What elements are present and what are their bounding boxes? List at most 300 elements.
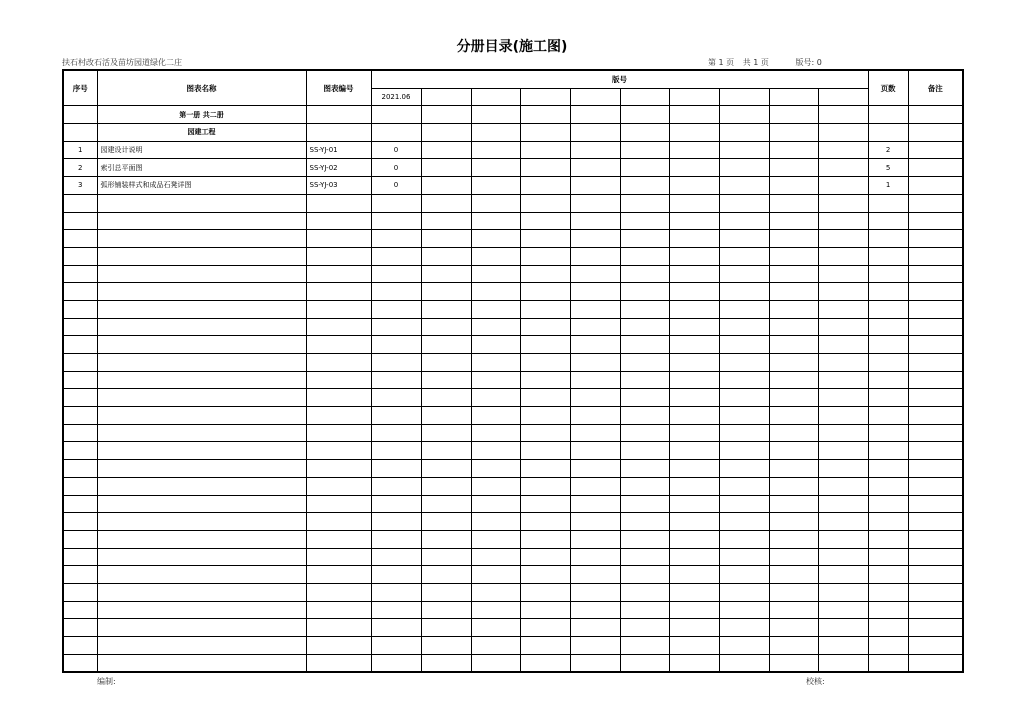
version-cell [570,619,620,637]
version-cell [371,477,421,495]
version-cell [620,318,669,336]
version-cell [818,424,868,442]
version-cell [620,194,669,212]
version-cell [570,371,620,389]
version-cell [421,548,471,566]
cell-remarks [908,106,963,124]
version-cell [620,265,669,283]
version-cell [669,654,719,672]
version-cell [471,106,520,124]
version-cell [520,389,570,407]
version-cell [620,336,669,354]
cell-name [97,495,306,513]
version-cell [620,247,669,265]
cell-code [306,513,371,531]
version-cell [520,442,570,460]
cell-code: SS-YJ-01 [306,141,371,159]
cell-code [306,442,371,460]
page-info [708,57,828,68]
version-cell [520,141,570,159]
cell-pages: 1 [868,177,908,195]
version-cell [520,654,570,672]
cell-remarks [908,336,963,354]
version-cell [769,247,818,265]
version-cell [471,442,520,460]
version-cell [570,354,620,372]
version-cell [421,424,471,442]
cell-name [97,265,306,283]
cell-pages [868,583,908,601]
cell-name [97,336,306,354]
version-cell [669,106,719,124]
empty-row [63,318,963,336]
version-cell [769,495,818,513]
version-cell [471,389,520,407]
version-cell [570,336,620,354]
version-cell [818,495,868,513]
version-cell [371,442,421,460]
version-cell [719,124,769,142]
version-cell [669,442,719,460]
version-cell [371,124,421,142]
version-cell [421,354,471,372]
cell-name [97,566,306,584]
version-cell [421,442,471,460]
version-cell [520,177,570,195]
version-cell [520,88,570,106]
version-cell [719,460,769,478]
version-cell [620,212,669,230]
empty-row [63,389,963,407]
version-cell [520,495,570,513]
version-cell [818,530,868,548]
cell-pages [868,442,908,460]
version-cell [421,318,471,336]
cell-name [97,583,306,601]
version-cell [719,477,769,495]
version-cell [769,141,818,159]
version-cell [719,442,769,460]
cell-remarks [908,318,963,336]
version-cell [669,601,719,619]
version-cell [421,124,471,142]
version-cell [520,583,570,601]
version-cell [719,336,769,354]
cell-no [63,212,97,230]
version-cell [570,300,620,318]
version-cell [471,265,520,283]
version-cell [421,407,471,425]
version-cell [371,371,421,389]
cell-no [63,424,97,442]
cell-code [306,424,371,442]
cell-no [63,637,97,655]
version-cell [520,212,570,230]
version-cell [570,124,620,142]
version-cell [421,141,471,159]
version-cell [371,495,421,513]
cell-no [63,300,97,318]
empty-row [63,300,963,318]
cell-remarks [908,566,963,584]
version-cell [421,159,471,177]
cell-name [97,247,306,265]
version-cell [371,106,421,124]
cell-no [63,460,97,478]
version-cell [769,124,818,142]
cell-no [63,548,97,566]
version-cell [769,230,818,248]
version-cell [620,106,669,124]
cell-pages [868,106,908,124]
cell-pages [868,619,908,637]
version-cell [421,336,471,354]
version-cell [471,194,520,212]
version-cell [620,124,669,142]
cell-remarks [908,637,963,655]
version-cell [769,371,818,389]
cell-remarks [908,177,963,195]
cell-pages [868,300,908,318]
version-cell [471,212,520,230]
version-cell [421,513,471,531]
version-cell [371,548,421,566]
version-cell [769,424,818,442]
cell-name [97,389,306,407]
version-cell [719,247,769,265]
section-title: 园建工程 [97,124,306,142]
cell-no: 1 [63,141,97,159]
cell-name [97,654,306,672]
version-cell [620,88,669,106]
version-cell [520,477,570,495]
empty-row [63,583,963,601]
cell-pages [868,460,908,478]
version-cell [769,513,818,531]
version-cell [669,530,719,548]
version-cell [769,300,818,318]
version-cell [769,283,818,301]
cell-code [306,460,371,478]
version-cell [769,530,818,548]
version-cell [570,583,620,601]
version-cell [520,265,570,283]
cell-no [63,336,97,354]
cell-no [63,194,97,212]
version-cell [620,513,669,531]
version-cell [769,318,818,336]
version-cell [669,230,719,248]
version-cell [471,495,520,513]
version-cell [620,354,669,372]
version-cell [570,566,620,584]
page-number: 第 1 页 [708,58,735,67]
cell-remarks [908,159,963,177]
cell-pages: 5 [868,159,908,177]
version-cell [620,230,669,248]
cell-name [97,477,306,495]
cell-code [306,300,371,318]
version-cell [570,460,620,478]
cell-code [306,495,371,513]
version-cell [620,407,669,425]
cell-no: 3 [63,177,97,195]
version-cell [818,159,868,177]
version-cell [719,654,769,672]
version-cell [570,407,620,425]
version-cell [371,194,421,212]
empty-row [63,247,963,265]
version-cell [769,354,818,372]
version-cell [719,637,769,655]
cell-code [306,265,371,283]
cell-remarks [908,300,963,318]
empty-row [63,212,963,230]
cell-no [63,106,97,124]
version-cell [570,212,620,230]
cell-name [97,601,306,619]
version-cell [421,247,471,265]
version-cell [669,283,719,301]
version-cell [471,566,520,584]
cell-no [63,265,97,283]
version-cell [371,318,421,336]
cell-remarks [908,477,963,495]
version-cell [769,106,818,124]
cell-pages [868,371,908,389]
version-cell [421,283,471,301]
empty-row [63,442,963,460]
version-cell [719,141,769,159]
version-cell [719,212,769,230]
version-cell [818,194,868,212]
version-cell [669,318,719,336]
cell-pages [868,283,908,301]
cell-version: 0 [371,177,421,195]
version-cell [371,300,421,318]
cell-remarks [908,141,963,159]
version-cell [769,460,818,478]
version-cell [669,566,719,584]
table-row [63,141,963,159]
cell-code [306,566,371,584]
version-cell [520,407,570,425]
cell-pages [868,495,908,513]
version-cell [669,88,719,106]
version-cell [471,460,520,478]
version-cell [421,583,471,601]
version-cell [719,159,769,177]
cell-name [97,212,306,230]
version-cell [520,230,570,248]
version-cell [421,460,471,478]
version-cell [818,548,868,566]
cell-pages [868,389,908,407]
empty-row [63,637,963,655]
version-cell [719,88,769,106]
version-cell [421,230,471,248]
cell-remarks [908,265,963,283]
version-cell [669,177,719,195]
version-cell [719,619,769,637]
empty-row [63,460,963,478]
version-cell [669,371,719,389]
version-cell [769,442,818,460]
version-cell [520,124,570,142]
version-cell [669,159,719,177]
cell-name [97,300,306,318]
cell-no [63,442,97,460]
cell-name [97,460,306,478]
version-cell [769,159,818,177]
version-cell [818,637,868,655]
version-cell [471,177,520,195]
cell-name [97,230,306,248]
version-cell [669,124,719,142]
version-cell [471,477,520,495]
cell-pages [868,407,908,425]
cell-code [306,354,371,372]
version-cell [669,247,719,265]
version-cell [669,336,719,354]
version-cell [620,619,669,637]
version-cell [471,300,520,318]
cell-name [97,637,306,655]
version-cell [520,460,570,478]
version-cell [719,283,769,301]
version-cell [719,566,769,584]
version-cell [719,265,769,283]
version-cell [769,566,818,584]
version-cell [371,583,421,601]
version-cell [719,513,769,531]
empty-row [63,495,963,513]
version-cell [719,583,769,601]
version-cell [669,495,719,513]
version-cell [570,477,620,495]
version-cell [421,389,471,407]
version-cell [371,265,421,283]
cell-name [97,442,306,460]
version-cell [520,354,570,372]
version-cell [818,336,868,354]
version-cell [371,212,421,230]
version-cell [570,88,620,106]
version-cell [371,619,421,637]
checked-by-label: 校核: [806,677,825,686]
catalog-table [62,69,964,673]
cell-code [306,654,371,672]
project-name: 扶石村改石活及苗坊园道绿化二庄 [62,58,182,67]
version-cell [371,513,421,531]
cell-name [97,548,306,566]
header-version-first: 2021.06 [371,88,421,106]
version-cell [719,407,769,425]
cell-name [97,354,306,372]
version-cell [421,88,471,106]
version-cell [471,336,520,354]
version-cell [371,424,421,442]
header-pages: 页数 [868,70,908,106]
version-cell [669,619,719,637]
cell-pages [868,513,908,531]
version-cell [818,513,868,531]
cell-code: SS-YJ-02 [306,159,371,177]
version-cell [719,371,769,389]
version-cell [421,637,471,655]
version-cell [818,654,868,672]
version-cell [520,619,570,637]
cell-code [306,106,371,124]
version-cell [471,88,520,106]
version-cell [719,530,769,548]
version-cell [719,389,769,407]
cell-code [306,601,371,619]
version-cell [471,124,520,142]
empty-row [63,230,963,248]
version-cell [818,619,868,637]
version-cell [818,477,868,495]
empty-row [63,371,963,389]
cell-remarks [908,247,963,265]
version-cell [769,477,818,495]
version-cell [520,548,570,566]
empty-row [63,601,963,619]
version-cell [719,177,769,195]
cell-version: 0 [371,141,421,159]
version-cell [570,247,620,265]
version-cell [669,389,719,407]
cell-no: 2 [63,159,97,177]
version-cell [371,637,421,655]
version-cell [471,637,520,655]
version-cell [570,194,620,212]
cell-pages [868,424,908,442]
cell-remarks [908,407,963,425]
version-cell [719,354,769,372]
cell-no [63,601,97,619]
cell-pages [868,230,908,248]
cell-pages [868,654,908,672]
cell-pages [868,354,908,372]
cell-no [63,371,97,389]
version-cell [818,177,868,195]
version-cell [719,106,769,124]
version-cell [769,548,818,566]
version-cell [371,460,421,478]
version-cell [769,265,818,283]
empty-row [63,619,963,637]
version-cell [471,159,520,177]
version-cell [570,495,620,513]
version-cell [371,230,421,248]
cell-remarks [908,371,963,389]
version-cell [769,389,818,407]
header-code: 图表编号 [306,70,371,106]
cell-code [306,247,371,265]
version-cell [669,141,719,159]
version-cell [669,300,719,318]
version-cell [471,230,520,248]
version-cell [620,442,669,460]
empty-row [63,194,963,212]
version-cell [620,601,669,619]
cell-remarks [908,212,963,230]
version-cell [520,566,570,584]
cell-name: 园建设计说明 [97,141,306,159]
cell-name [97,424,306,442]
version-cell [669,354,719,372]
